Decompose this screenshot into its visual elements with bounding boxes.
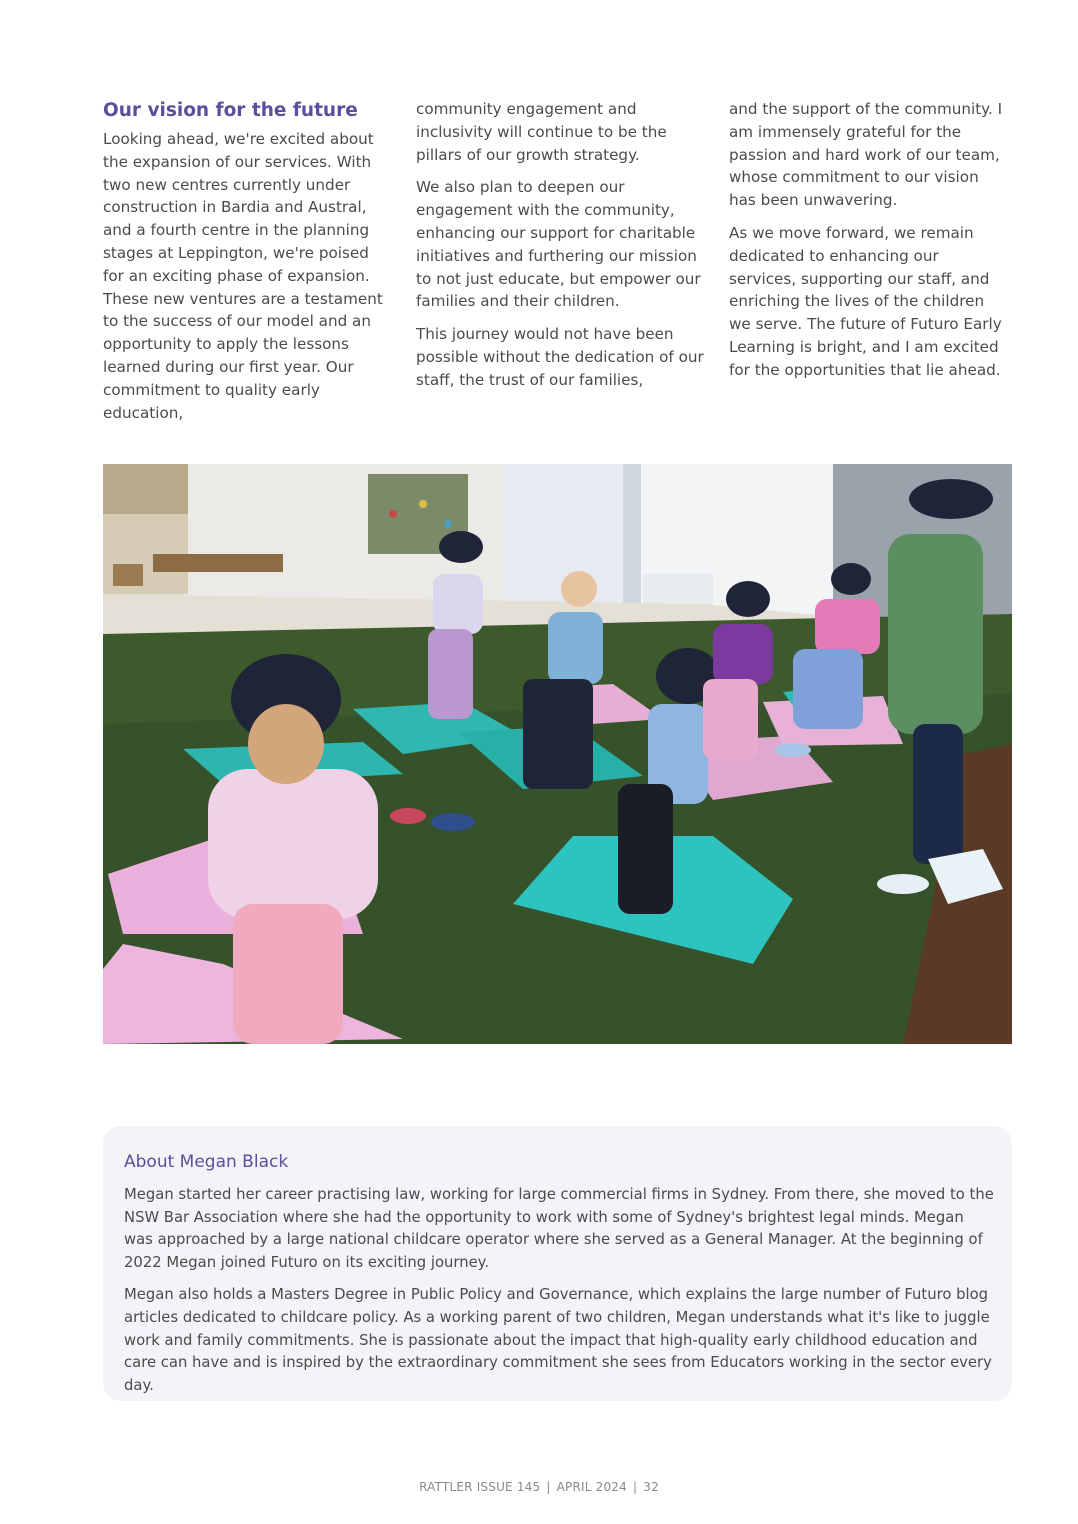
footer-date: APRIL 2024 (556, 1480, 627, 1494)
footer-publication: RATTLER ISSUE 145 (419, 1480, 541, 1494)
about-paragraph-1: Megan started her career practising law, working for large commercial firms in Sydney. From there, she moved to the NSW Bar Association where she had the opportunity to work with some of Sydney's brightest legal minds. Megan was approached by a large national childcare operator where she served as a General Manager. At the beginning of 2022 Megan joined Futuro on its exciting journey. (124, 1186, 994, 1271)
about-paragraph-2: Megan also holds a Masters Degree in Public Policy and Governance, which explains the large number of Futuro blog articles dedicated to childcare policy. As a working parent of two children, Megan understands what it's like to juggle work and family commitments. She is passionate about the impact that high-quality early childhood education and care can have and is inspired by the extraordinary commitment she sees from Educators working in the sector every day. (124, 1286, 992, 1394)
section-heading: Our vision for the future (103, 100, 358, 121)
paragraph: We also plan to deepen our engagement with the community, enhancing our support for charitable initiatives and furthering our mission to not just educate, but empower our families and their children. (416, 178, 701, 311)
article-column-1 (103, 98, 393, 434)
page-footer: RATTLER ISSUE 145 | APRIL 2024 | 32 (419, 1480, 659, 1494)
paragraph: Looking ahead, we're excited about the expansion of our services. With two new centres currently under construction in Bardia and Austral, and a fourth centre in the planning stages at Leppington, we're poised for an exciting phase of expansion. These new ventures are a testament to the success of our model and an opportunity to apply the lessons learned during our first year. Our commitment to quality early education, (103, 130, 383, 422)
paragraph: and the support of the community. I am immensely grateful for the passion and hard work of our team, whose commitment to our vision has been unwavering. (729, 100, 1003, 210)
about-title: About Megan Black (124, 1152, 289, 1172)
article-column-2 (416, 98, 706, 402)
article-column-3 (729, 98, 1007, 392)
paragraph: community engagement and inclusivity will continue to be the pillars of our growth strategy. (416, 100, 667, 164)
about-author-box (103, 1126, 1012, 1401)
paragraph: This journey would not have been possible without the dedication of our staff, the trust of our families, (416, 325, 704, 389)
paragraph: As we move forward, we remain dedicated to enhancing our services, supporting our staff, and enriching the lives of the children we serve. The future of Futuro Early Learning is bright, and I am excited for the opportunities that lie ahead. (729, 223, 1002, 379)
photo-children-yoga-icon (103, 464, 1012, 1044)
page-number: 32 (643, 1480, 659, 1494)
children-yoga-photo (103, 464, 1012, 1044)
